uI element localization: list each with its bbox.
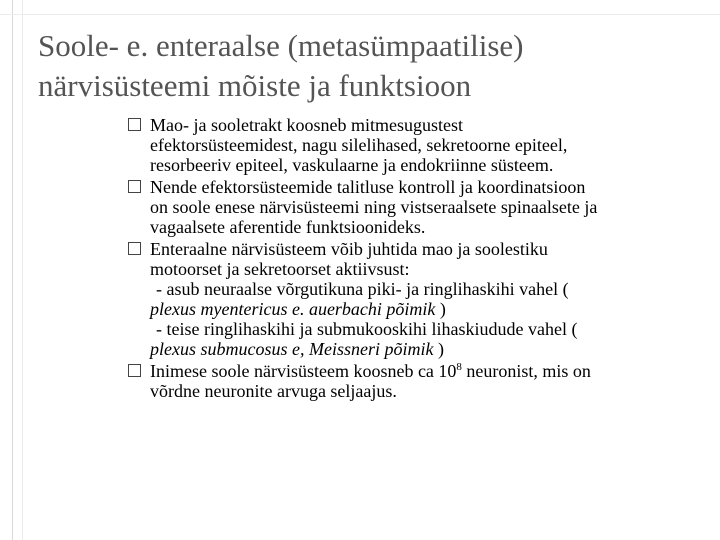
bullet-box-icon (128, 180, 141, 193)
text-part: neuronist, mis on (461, 361, 591, 381)
frame-line-top (0, 14, 720, 15)
bullet-2 (128, 177, 708, 237)
title-line-2: närvisüsteemi mõiste ja funktsioon (38, 68, 472, 103)
bullet-text: Mao- ja sooletrakt koosneb mitmesugustest (150, 115, 463, 135)
bullet-text (150, 361, 708, 381)
frame-line-left-inner (22, 0, 23, 540)
text-part: Inimese soole närvisüsteem koosneb ca 10 (150, 361, 457, 381)
sub-item-latin (150, 299, 708, 319)
bullet-text: vagaalsete aferentide funktsioonideks. (150, 217, 426, 237)
bullet-4 (128, 361, 708, 401)
bullet-text: resorbeeriv epiteel, vaskulaarne ja endokriinne süsteem. (150, 155, 554, 175)
bullet-text: efektorsüsteemidest, nagu silelihased, sekretoorne epiteel, (150, 135, 568, 155)
bullet-text: on soole enese närvisüsteemi ning vistseraalsete spinaalsete ja (150, 197, 598, 217)
bullet-text: võrdne neuronite arvuga seljaajus. (150, 381, 397, 401)
bullet-box-icon (128, 242, 141, 255)
bullet-box-icon (128, 364, 141, 377)
slide-body (128, 115, 708, 403)
title-line-1: Soole- e. enteraalse (metasümpaatilise) (38, 28, 524, 63)
latin-term: plexus myentericus e. auerbachi põimik (150, 299, 436, 319)
latin-term: plexus submucosus e, Meissneri põimik (150, 339, 434, 359)
bullet-text: motoorset ja sekretoorset aktiivsust: (150, 259, 410, 279)
page-title (38, 26, 698, 106)
sub-item-text: - asub neuraalse võrgutikuna piki- ja ringlihaskihi vahel ( (156, 279, 569, 299)
paren-close: ) (435, 299, 446, 319)
sub-item-text: - teise ringlihaskihi ja submukooskihi lihaskiudude vahel ( (156, 319, 578, 339)
frame-line-left (12, 0, 13, 540)
bullet-box-icon (128, 118, 141, 131)
bullet-3 (128, 239, 708, 359)
bullet-text: Enteraalne närvisüsteem võib juhtida mao ja soolestiku (150, 239, 548, 259)
sub-item-latin (150, 339, 708, 359)
exponent: 8 (456, 361, 462, 373)
paren-close: ) (433, 339, 444, 359)
bullet-1 (128, 115, 708, 175)
bullet-text: Nende efektorsüsteemide talitluse kontroll ja koordinatsioon (150, 177, 586, 197)
